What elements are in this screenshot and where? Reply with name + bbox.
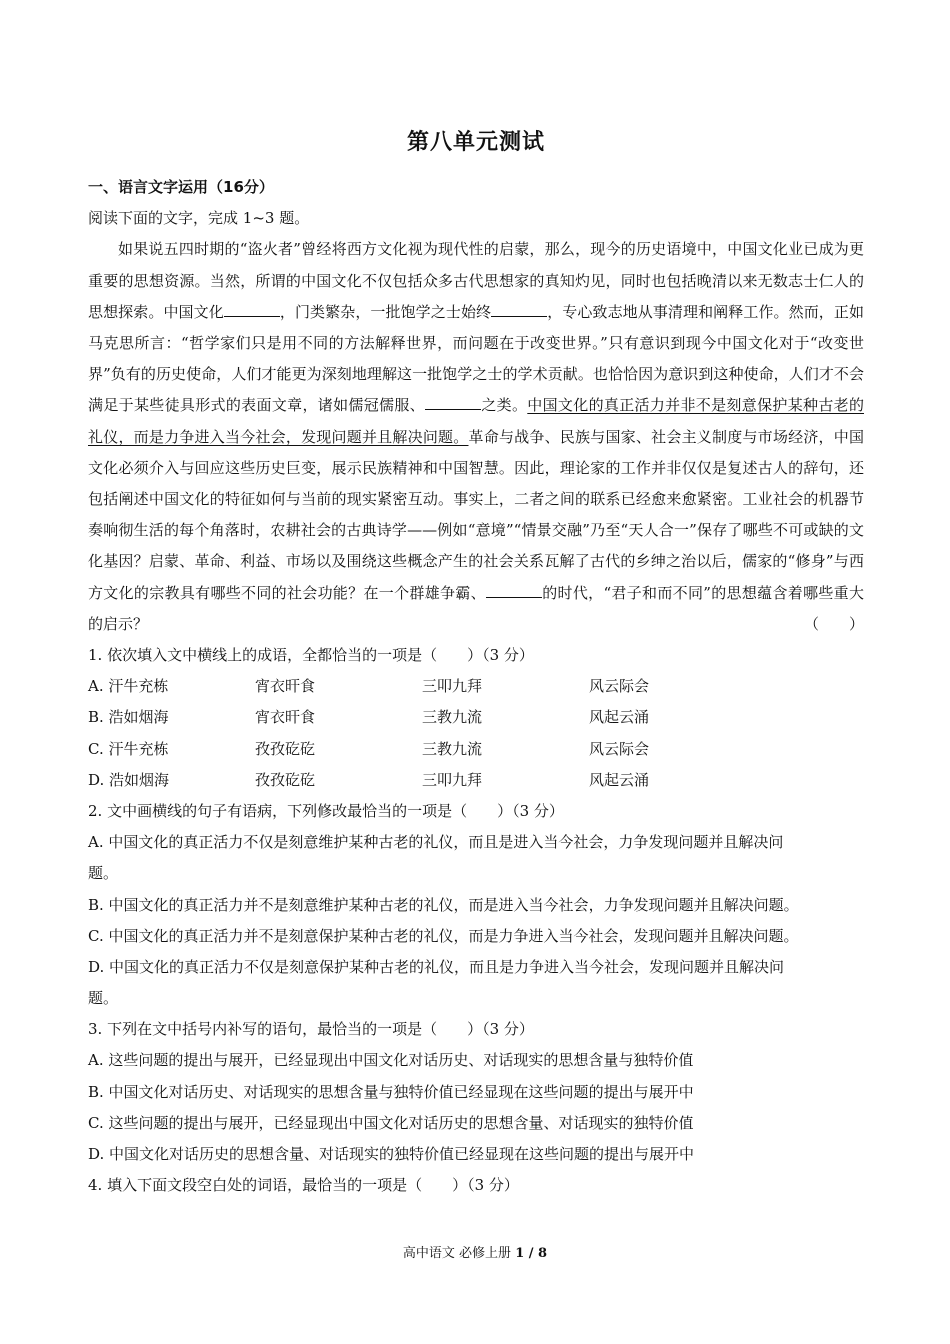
passage-text: 之类。 [481,396,528,415]
underlined-sentence: 中国文化的真正活力并非不是刻意保护某种古老的礼仪，而是力争进入当今社会，发现问题并且解决问题。 [88,396,864,446]
reading-instruction: 阅读下面的文字，完成 1~3 题。 [88,209,310,228]
option-cell: 孜孜矻矻 [255,770,316,789]
page-content [88,124,864,1201]
footer-label: 高中语文 必修上册 [402,1246,512,1261]
question-1-option-b [88,702,864,733]
question-2-option-a: A. 中国文化的真正活力不仅是刻意维护某种古老的礼仪，而且是进入当今社会，力争发现问题并且解决问 [88,833,784,852]
reading-passage [88,234,864,640]
option-cell: 三教九流 [422,739,483,758]
question-2-option-d-cont: 题。 [88,989,119,1008]
question-3-stem: 3. 下列在文中括号内补写的语句，最恰当的一项是（ ）（3 分） [88,1020,534,1039]
option-cell: 风云际会 [589,677,650,696]
question-3-option-a: A. 这些问题的提出与展开，已经显现出中国文化对话历史、对话现实的思想含量与独特价值 [88,1051,694,1070]
question-3-option-c: C. 这些问题的提出与展开，已经显现出中国文化对话历史的思想含量、对话现实的独特价值 [88,1113,694,1132]
option-cell: B. 浩如烟海 [88,708,169,727]
option-cell: 宵衣旰食 [255,708,316,727]
question-3-option-b: B. 中国文化对话历史、对话现实的思想含量与独特价值已经显现在这些问题的提出与展开中 [88,1082,694,1101]
question-2-option-d: D. 中国文化的真正活力不仅是刻意保护某种古老的礼仪，而且是力争进入当今社会，发现问题并且解决问 [88,957,785,976]
page-number: 1 / 8 [515,1246,548,1261]
option-cell: 三教九流 [422,708,483,727]
page-footer [0,1244,950,1264]
passage-text: ，专心致志地从事清理和阐释工作。然而，正如马克思所言：“哲学家们只是用不同的方法解释世界，而问题在于改变世界。”只有意识到现今中国文化对于“改变世界”负有的历史使命，人们才能更为深刻地理解这一批饱学之士的学术贡献。也恰恰因为意识到这种使命，人们才不会满足于某些徒具形式的表面文章，诸如儒冠儒服、 [88,302,864,415]
passage-text: 的时代，“君子和而不同”的思想蕴含着哪些重大的启示？ [88,583,864,633]
question-2-stem: 2. 文中画横线的句子有语病，下列修改最恰当的一项是（ ）（3 分） [88,801,564,820]
passage-text: 革命与战争、民族与国家、社会主义制度与市场经济，中国文化必须介入与回应这些历史巨变，展示民族精神和中国智慧。因此，理论家的工作并非仅仅是复述古人的辞句，还包括阐述中国文化的特征如何与当前的现实紧密互动。事实上，二者之间的联系已经愈来愈紧密。工业社会的机器节奏响彻生活的每个角落时，农耕社会的古典诗学——例如“意境”“情景交融”乃至“天人合一”保存了哪些不可或缺的文化基因？启蒙、革命、利益、市场以及围绕这些概念产生的社会关系瓦解了古代的乡绅之治以后，儒家的“修身”与西方文化的宗教具有哪些不同的社会功能？在一个群雄争霸、 [88,427,864,602]
fill-blank [486,581,542,598]
question-2-option-a-cont: 题。 [88,864,119,883]
option-cell: D. 浩如烟海 [88,770,170,789]
fill-blank [425,393,481,410]
question-1-option-a [88,671,864,702]
section-heading: 一、语言文字运用（16分） [88,178,274,196]
option-cell: 孜孜矻矻 [255,739,316,758]
fill-blank [224,300,280,317]
option-cell: 风起云涌 [589,770,650,789]
option-cell: 风云际会 [589,739,650,758]
question-2-option-b: B. 中国文化的真正活力并不是刻意维护某种古老的礼仪，而是进入当今社会，力争发现问题并且解决问题。 [88,895,799,914]
page-title: 第八单元测试 [406,130,545,155]
question-3-option-d: D. 中国文化对话历史的思想含量、对话现实的独特价值已经显现在这些问题的提出与展开中 [88,1145,695,1164]
answer-paren: （ ） [803,614,864,633]
question-2-option-c: C. 中国文化的真正活力并不是刻意保护某种古老的礼仪，而是力争进入当今社会，发现问题并且解决问题。 [88,926,799,945]
fill-blank [491,300,547,317]
option-cell: 三叩九拜 [422,677,483,696]
question-1-stem: 1. 依次填入文中横线上的成语，全都恰当的一项是（ ）（3 分） [88,646,534,665]
passage-text: 如果说五四时期的“盗火者”曾经将西方文化视为现代性的启蒙，那么，现今的历史语境中，中国文化业已成为更重要的思想资源。当然，所谓的中国文化不仅包括众多古代思想家的真知灼见，同时也包括晚清以来无数志士仁人的思想探索。中国文化 [88,240,864,321]
option-cell: A. 汗牛充栋 [88,677,169,696]
passage-text: ，门类繁杂，一批饱学之士始终 [279,302,492,321]
question-4-stem: 4. 填入下面文段空白处的词语，最恰当的一项是（ ）（3 分） [88,1176,519,1195]
question-1-option-d [88,765,864,796]
option-cell: 风起云涌 [589,708,650,727]
option-cell: 三叩九拜 [422,770,483,789]
option-cell: 宵衣旰食 [255,677,316,696]
question-1-option-c [88,734,864,765]
option-cell: C. 汗牛充栋 [88,739,169,758]
